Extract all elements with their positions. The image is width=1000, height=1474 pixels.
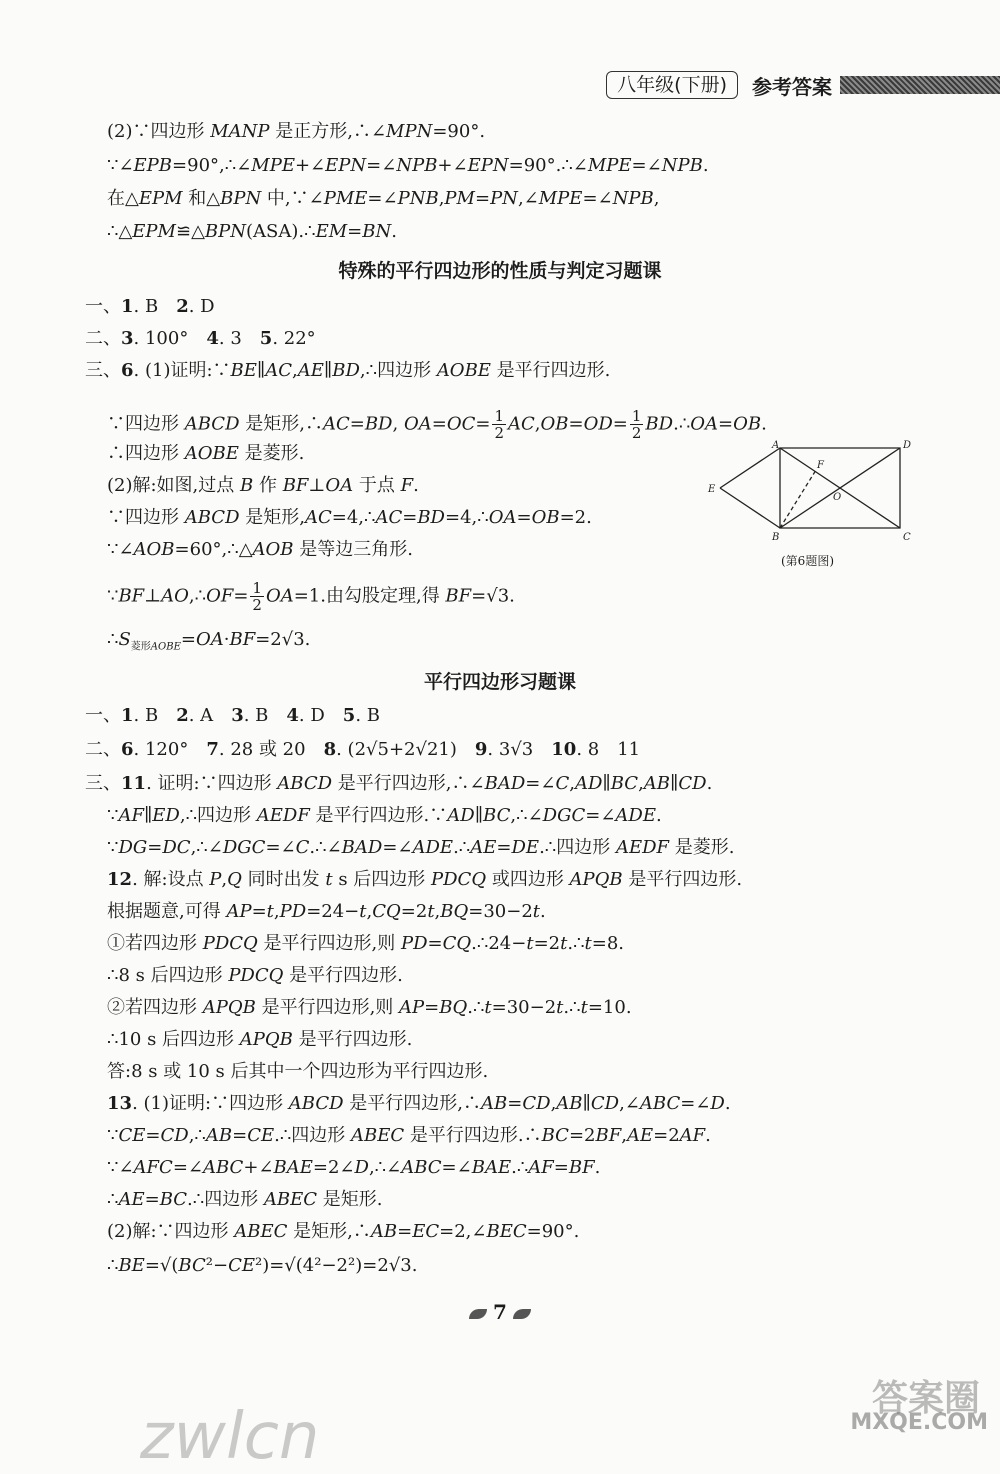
- text-line: ∵BF⊥AO,∴OF= $\frac{1}{2}$ OA=1.由勾股定理,得 BF=√3.: [107, 579, 515, 614]
- watermark-zwlcn: zwlcn: [140, 1400, 320, 1474]
- text-line: 13. (1)证明:∵四边形 ABCD 是平行四边形,∴AB=CD,AB∥CD,∠ABC=∠D.: [107, 1093, 731, 1114]
- text-line: 一、1. B 2. A 3. B 4. D 5. B: [85, 705, 380, 726]
- text-line: ∵CE=CD,∴AB=CE.∴四边形 ABEC 是平行四边形.∴BC=2BF,AE=2AF.: [107, 1125, 711, 1146]
- text-line: ∴AE=BC.∴四边形 ABEC 是矩形.: [107, 1189, 383, 1210]
- point-label-c: C: [903, 532, 911, 543]
- text-line: 二、3. 100° 4. 3 5. 22°: [85, 328, 316, 349]
- text-line: (2)∵四边形 MANP 是正方形,∴∠MPN=90°.: [107, 121, 486, 142]
- text-line: (2)解:∵四边形 ABEC 是矩形,∴AB=EC=2,∠BEC=90°.: [107, 1221, 580, 1242]
- text-line: ∴BE=√(BC²−CE²)=√(4²−2²)=2√3.: [107, 1255, 418, 1276]
- text-line: 12. 解:设点 P,Q 同时出发 t s 后四边形 PDCQ 或四边形 APQB 是平行四边形.: [107, 869, 743, 890]
- point-label-a: A: [772, 440, 780, 451]
- text-line: ∵四边形 ABCD 是矩形,∴AC=BD, OA=OC= $\frac{1}{2}$ AC,OB=OD= $\frac{1}{2}$ BD.∴OA=OB.: [107, 407, 767, 442]
- figure-caption: (第6题图): [781, 554, 834, 568]
- text-line: (2)解:如图,过点 B 作 BF⊥OA 于点 F.: [107, 475, 419, 496]
- text-line: ∵∠EPB=90°,∴∠MPE+∠EPN=∠NPB+∠EPN=90°.∴∠MPE=∠NPB.: [107, 155, 709, 176]
- point-label-b: B: [772, 532, 780, 543]
- page-number-text: 7: [493, 1300, 507, 1324]
- text-line: ②若四边形 APQB 是平行四边形,则 AP=BQ.∴t=30−2t.∴t=10.: [107, 997, 632, 1018]
- text-line: ∵AF∥ED,∴四边形 AEDF 是平行四边形.∵AD∥BC,∴∠DGC=∠ADE.: [107, 805, 662, 826]
- text-line: 在△EPM 和△BPN 中,∵∠PME=∠PNB,PM=PN,∠MPE=∠NPB,: [107, 188, 660, 209]
- section-title-2: 平行四边形习题课: [423, 671, 576, 693]
- leaf-icon: [513, 1309, 531, 1319]
- text-line: ∵DG=DC,∴∠DGC=∠C.∴∠BAD=∠ADE.∴AE=DE.∴四边形 AEDF 是菱形.: [107, 837, 735, 858]
- text-line: ∵∠AOB=60°,∴△AOB 是等边三角形.: [107, 539, 413, 560]
- point-label-o: O: [833, 492, 842, 503]
- text-line: 二、6. 120° 7. 28 或 20 8. (2√5+2√21) 9. 3√3 10. 8 11: [85, 739, 641, 760]
- text-line: ∵∠AFC=∠ABC+∠BAE=2∠D,∴∠ABC=∠BAE.∴AF=BF.: [107, 1157, 601, 1178]
- text-line: 三、11. 证明:∵四边形 ABCD 是平行四边形,∴∠BAD=∠C,AD∥BC,AB∥CD.: [85, 773, 713, 794]
- answer-title: 参考答案: [752, 74, 832, 99]
- point-label-d: D: [903, 440, 912, 451]
- point-label-f: F: [817, 460, 824, 471]
- text-line: $\therefore S_{菱形AOBE}=OA\cdot BF=2√3$.: [107, 629, 311, 653]
- watermark-site: MXQE.COM: [850, 1410, 988, 1435]
- text-line: 一、1. B 2. D: [85, 296, 215, 317]
- point-label-e: E: [708, 484, 716, 495]
- text-line: ∴10 s 后四边形 APQB 是平行四边形.: [107, 1029, 413, 1050]
- page-number: [0, 1300, 1000, 1324]
- text-line: ∵四边形 ABCD 是矩形,AC=4,∴AC=BD=4,∴OA=OB=2.: [107, 507, 592, 528]
- leaf-icon: [469, 1309, 487, 1319]
- grade-badge: 八年级(下册): [606, 71, 738, 99]
- header: [606, 70, 1000, 100]
- text-line: ∴四边形 AOBE 是菱形.: [107, 443, 305, 464]
- watermark-answer: 答案圈: [871, 1378, 980, 1419]
- text-line: ∴8 s 后四边形 PDCQ 是平行四边形.: [107, 965, 403, 986]
- text-line: ∴△EPM≌△BPN(ASA).∴EM=BN.: [107, 221, 397, 242]
- text-line: 根据题意,可得 AP=t,PD=24−t,CQ=2t,BQ=30−2t.: [107, 901, 546, 922]
- text-line: 三、6. (1)证明:∵BE∥AC,AE∥BD,∴四边形 AOBE 是平行四边形.: [85, 360, 611, 381]
- figure-6: [700, 440, 915, 570]
- rectangle-diagram: [700, 440, 915, 550]
- text-line: ①若四边形 PDCQ 是平行四边形,则 PD=CQ.∴24−t=2t.∴t=8.: [107, 933, 625, 954]
- text-line: 答:8 s 或 10 s 后其中一个四边形为平行四边形.: [107, 1061, 489, 1082]
- header-decor-bar: [840, 76, 1000, 94]
- section-title-1: 特殊的平行四边形的性质与判定习题课: [338, 260, 662, 282]
